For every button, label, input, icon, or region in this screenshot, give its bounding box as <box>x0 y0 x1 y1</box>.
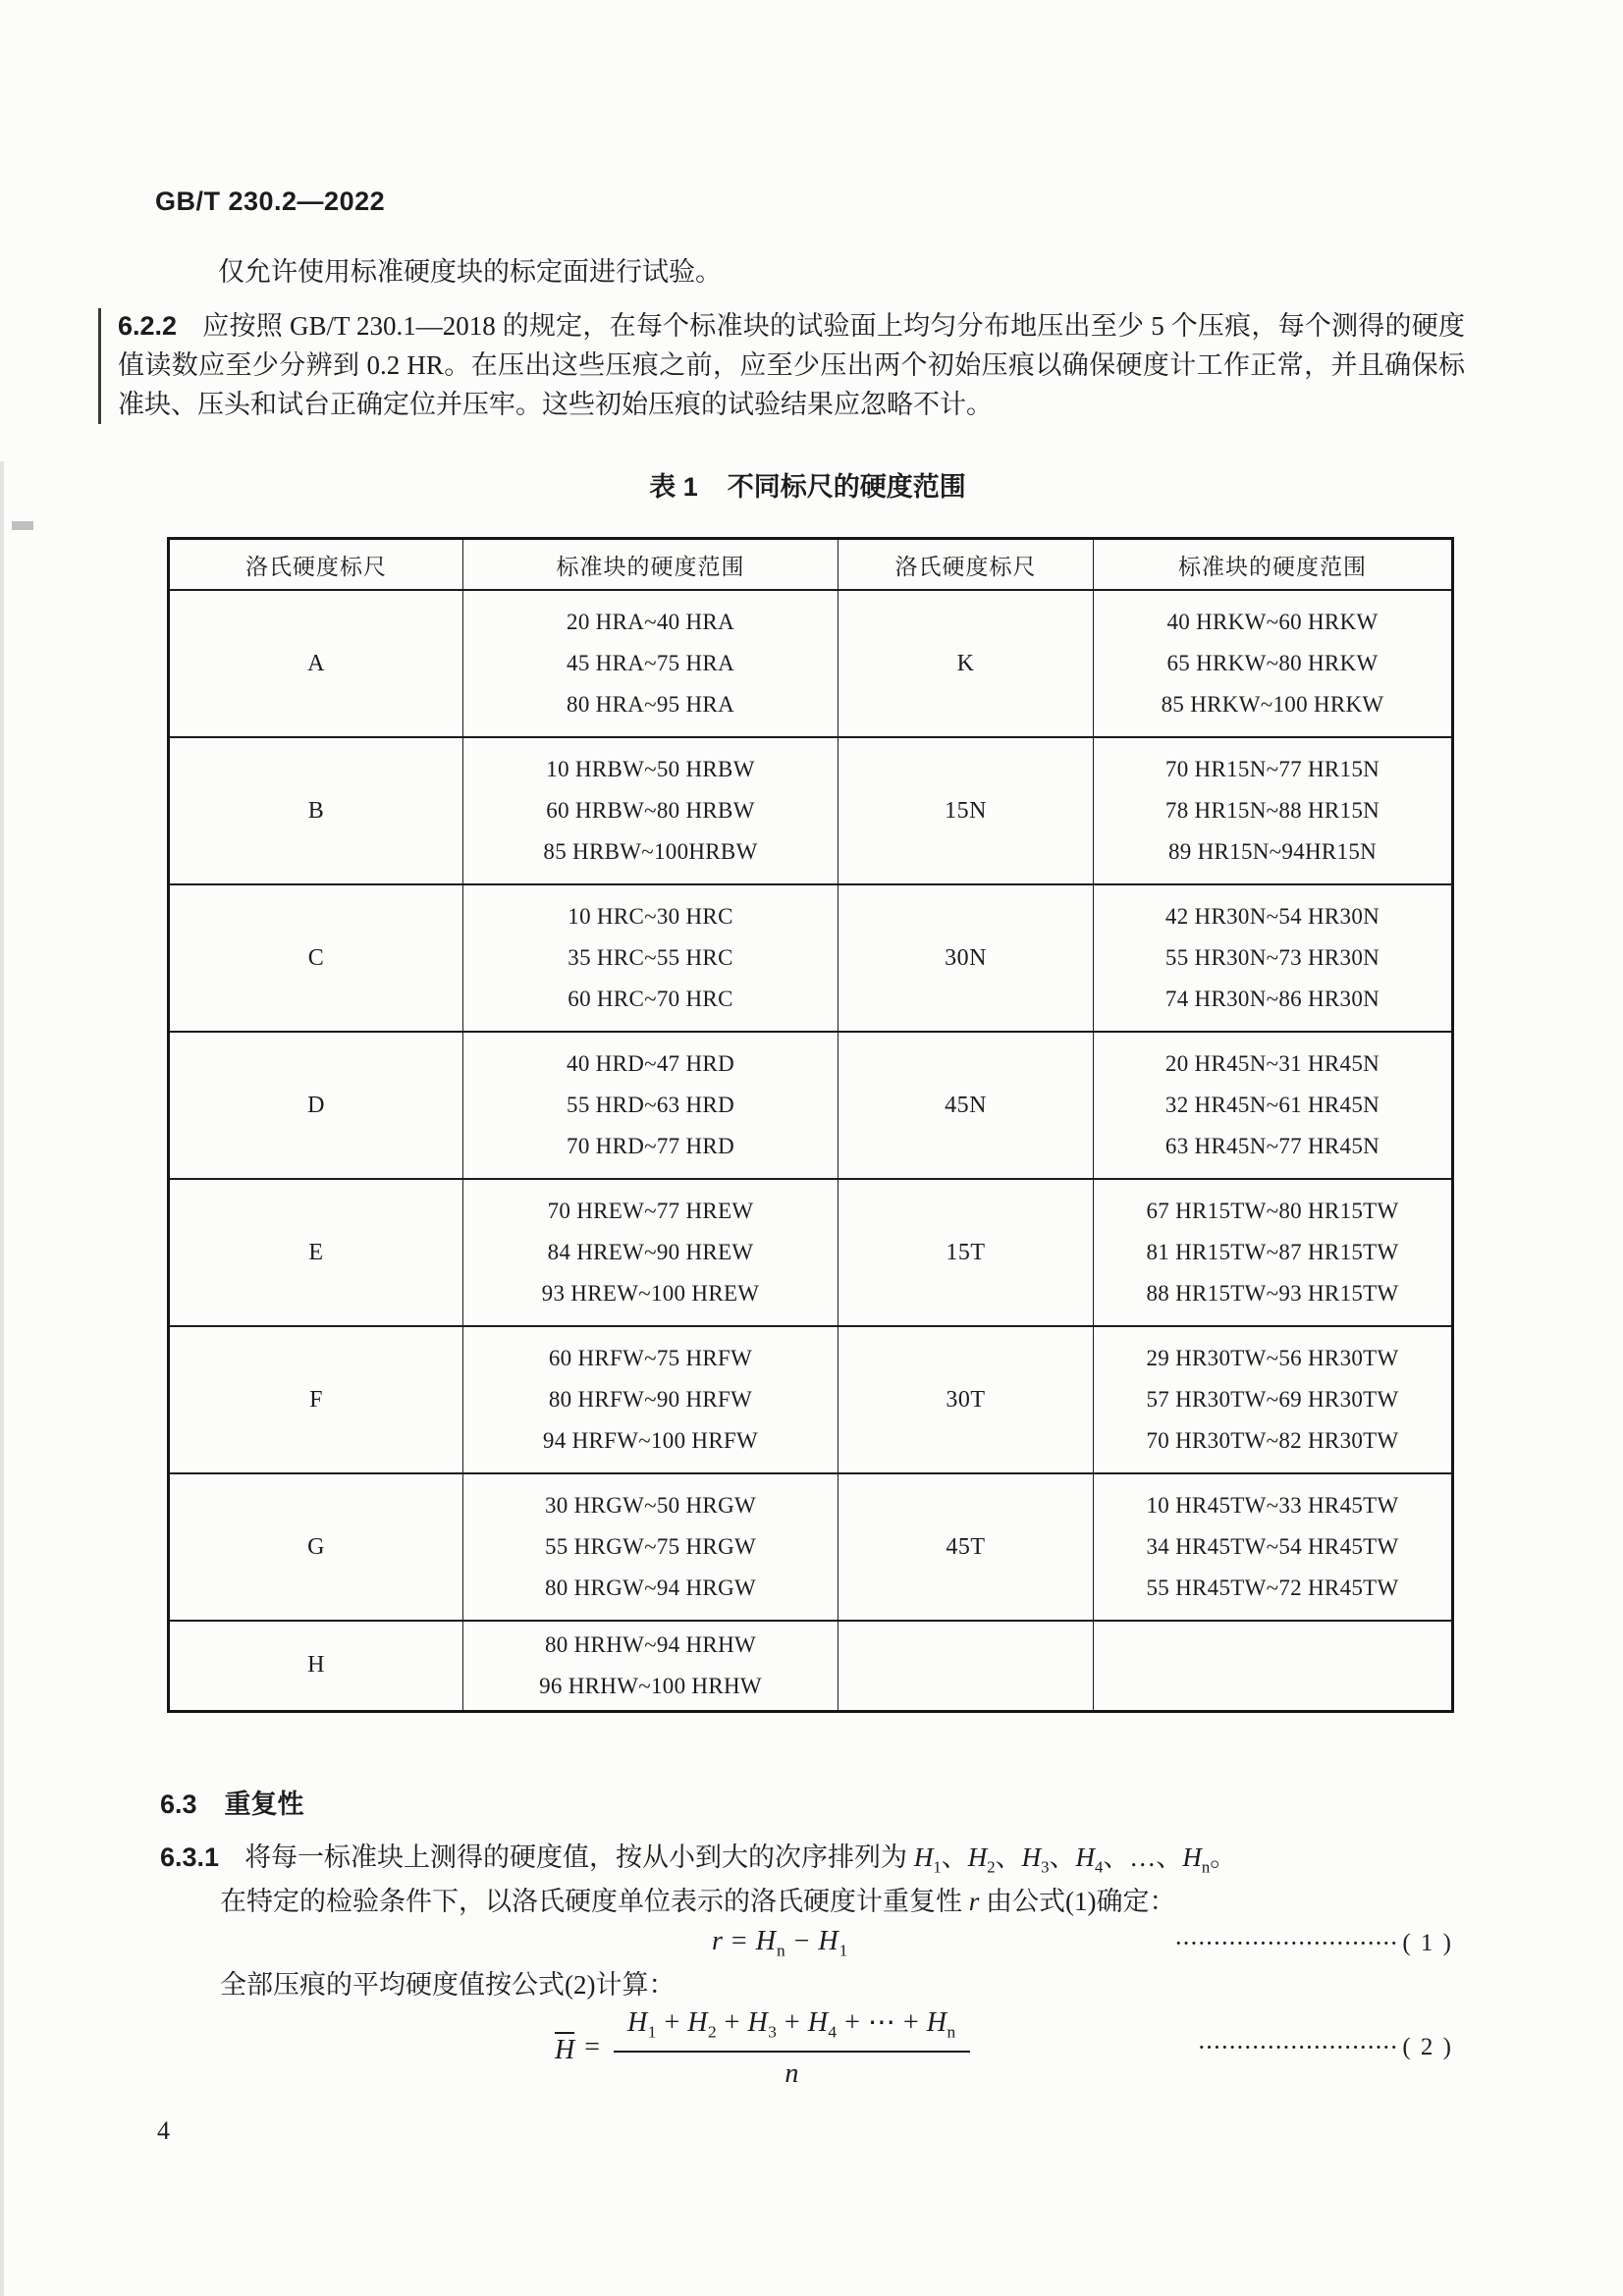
rockwell-scale-cell: D <box>169 1032 463 1179</box>
table-caption <box>162 465 1453 504</box>
rockwell-scale-cell: H <box>169 1621 463 1711</box>
hardness-range-line: 40 HRKW~60 HRKW <box>1166 610 1379 634</box>
average-hardness-text: 全部压痕的平均硬度值按公式(2)计算： <box>220 1970 676 2000</box>
column-header: 洛氏硬度标尺 <box>169 539 463 591</box>
table-row <box>169 737 1453 884</box>
rockwell-scale-cell <box>839 1621 1094 1711</box>
hardness-range-line: 57 HR30TW~69 HR30TW <box>1146 1387 1399 1412</box>
hardness-range-cell <box>1094 1179 1453 1326</box>
rockwell-scale-cell: 15N <box>839 737 1094 884</box>
hardness-range-cell <box>1094 590 1453 737</box>
formula-1-expression: $r = H_n - H_1$ <box>712 1926 849 1960</box>
hardness-range-line: 80 HRA~95 HRA <box>567 692 734 717</box>
hardness-range-line: 74 HR30N~86 HR30N <box>1164 987 1380 1011</box>
fraction-numerator: $H_1 + H_2 + H_3 + H_4$ + ⋯ + $H_n$ <box>614 2005 970 2053</box>
clause-text: 将每一标准块上测得的硬度值，按从小到大的次序排列为 $H_1$、$H_2$、$H_3$、$H_4$、…、$H_n$。 <box>244 1842 1237 1877</box>
scan-edge-artifact <box>0 461 4 2296</box>
rockwell-scale-cell: 45N <box>839 1032 1094 1179</box>
clause-text: 应按照 GB/T 230.1—2018 的规定，在每个标准块的试验面上均匀分布地压出至少 5 个压痕，每个测得的硬度值读数应至少分辨到 0.2 HR。在压出这些压痕之前，应至少压出两个初始压痕以确保硬度计工作正常，并且确保标准块、压头和试台正确定位并压牢。这些初始压痕的试验结果应忽略不计。 <box>118 311 1465 419</box>
revision-change-bar <box>98 308 101 424</box>
hardness-range-line: 96 HRHW~100 HRHW <box>539 1673 762 1698</box>
hardness-range-line: 70 HRD~77 HRD <box>567 1134 734 1158</box>
hardness-range-line: 42 HR30N~54 HR30N <box>1164 904 1380 929</box>
formula-2-expression <box>555 2005 970 2090</box>
rockwell-scale-cell: B <box>169 737 463 884</box>
hardness-range-line: 85 HRBW~100HRBW <box>543 839 758 864</box>
hardness-range-line: 20 HR45N~31 HR45N <box>1164 1051 1380 1076</box>
hardness-range-line: 40 HRD~47 HRD <box>567 1051 734 1076</box>
hardness-range-line: 55 HRGW~75 HRGW <box>545 1534 756 1559</box>
table-caption-text: 不同标尺的硬度范围 <box>727 472 966 502</box>
hardness-range-cell <box>463 590 839 737</box>
hardness-range-line: 32 HR45N~61 HR45N <box>1164 1093 1380 1117</box>
hardness-range-line: 70 HR30TW~82 HR30TW <box>1146 1428 1399 1453</box>
rockwell-scale-cell: 45T <box>839 1473 1094 1621</box>
table-caption-label: 表 1 <box>649 472 698 502</box>
rockwell-scale-cell: A <box>169 590 463 737</box>
hardness-range-line: 88 HR15TW~93 HR15TW <box>1146 1281 1399 1306</box>
hardness-range-cell <box>463 1621 839 1711</box>
rockwell-scale-cell: K <box>839 590 1094 737</box>
hardness-range-cell <box>463 1179 839 1326</box>
hardness-range-cell <box>1094 1621 1453 1711</box>
hardness-range-line: 65 HRKW~80 HRKW <box>1166 651 1379 675</box>
hardness-table-body <box>169 590 1453 1711</box>
formula-1-number: ( 1 ) <box>1402 1930 1453 1956</box>
table-row <box>169 1032 1453 1179</box>
column-header: 标准块的硬度范围 <box>1094 539 1453 591</box>
rockwell-scale-cell: F <box>169 1326 463 1473</box>
hardness-range-line: 70 HREW~77 HREW <box>547 1199 754 1223</box>
hardness-range-line: 20 HRA~40 HRA <box>567 610 734 634</box>
page-number: 4 <box>157 2116 170 2145</box>
hardness-range-line: 55 HR30N~73 HR30N <box>1164 945 1380 970</box>
rockwell-scale-cell: 30N <box>839 884 1094 1032</box>
dot-leader: ·························· <box>1198 2037 1399 2058</box>
hardness-range-line: 78 HR15N~88 HR15N <box>1164 798 1380 823</box>
hardness-range-line: 93 HREW~100 HREW <box>541 1281 760 1306</box>
hardness-range-cell <box>1094 1473 1453 1621</box>
rockwell-scale-cell: 30T <box>839 1326 1094 1473</box>
scan-dash-artifact <box>12 521 33 530</box>
hardness-range-cell <box>463 1473 839 1621</box>
section-title: 重复性 <box>224 1789 304 1819</box>
hardness-range-line: 10 HRC~30 HRC <box>568 904 733 929</box>
fraction-denominator: n <box>784 2057 799 2089</box>
rockwell-scale-cell: C <box>169 884 463 1032</box>
clause-number: 6.2.2 <box>118 311 178 341</box>
hardness-range-cell <box>463 1326 839 1473</box>
hardness-range-line: 29 HR30TW~56 HR30TW <box>1146 1346 1399 1370</box>
table-row <box>169 1621 1453 1711</box>
hardness-range-line: 34 HR45TW~54 HR45TW <box>1146 1534 1399 1559</box>
hardness-range-line: 10 HR45TW~33 HR45TW <box>1146 1493 1399 1518</box>
hardness-range-line: 60 HRFW~75 HRFW <box>548 1346 753 1370</box>
intro-sentence: 仅允许使用标准硬度块的标定面进行试验。 <box>218 257 722 287</box>
hardness-range-line: 80 HRGW~94 HRGW <box>545 1575 756 1600</box>
table-row <box>169 884 1453 1032</box>
hardness-range-line: 70 HR15N~77 HR15N <box>1164 757 1380 781</box>
section-number: 6.3 <box>160 1789 197 1819</box>
page-header-standard-number: GB/T 230.2—2022 <box>155 187 386 216</box>
mean-hardness-symbol: H <box>555 2032 574 2064</box>
hardness-range-line: 80 HRFW~90 HRFW <box>548 1387 753 1412</box>
hardness-range-cell <box>463 737 839 884</box>
hardness-range-table <box>167 537 1454 1713</box>
table-row <box>169 1326 1453 1473</box>
hardness-range-line: 94 HRFW~100 HRFW <box>542 1428 759 1453</box>
rockwell-scale-cell: 15T <box>839 1179 1094 1326</box>
hardness-range-line: 80 HRHW~94 HRHW <box>545 1631 756 1657</box>
clause-number: 6.3.1 <box>160 1842 220 1872</box>
table-header-row <box>169 539 1453 591</box>
rockwell-scale-cell: G <box>169 1473 463 1621</box>
hardness-range-cell <box>463 1032 839 1179</box>
hardness-range-line: 60 HRC~70 HRC <box>568 987 733 1011</box>
formula-2 <box>162 2001 1453 2095</box>
hardness-range-line: 10 HRBW~50 HRBW <box>546 757 755 781</box>
formula-1-leader <box>1175 1930 1453 1957</box>
repeatability-condition-text: 在特定的检验条件下，以洛氏硬度单位表示的洛氏硬度计重复性 r 由公式(1)确定： <box>220 1887 1176 1916</box>
hardness-range-cell <box>463 884 839 1032</box>
formula-1 <box>162 1922 1453 1965</box>
hardness-range-cell <box>1094 737 1453 884</box>
dot-leader: ····························· <box>1175 1933 1399 1954</box>
formula-2-number: ( 2 ) <box>1402 2034 1453 2060</box>
hardness-range-line: 81 HR15TW~87 HR15TW <box>1146 1240 1399 1264</box>
hardness-range-line: 67 HR15TW~80 HR15TW <box>1146 1199 1399 1223</box>
hardness-range-line: 85 HRKW~100 HRKW <box>1161 692 1384 717</box>
equals-sign: = <box>584 2032 601 2062</box>
clause-6-3-1 <box>160 1842 1236 1883</box>
hardness-range-line: 89 HR15N~94HR15N <box>1167 839 1378 864</box>
hardness-range-line: 55 HR45TW~72 HR45TW <box>1146 1575 1399 1600</box>
clause-6-2-2 <box>118 306 1465 424</box>
hardness-range-line: 84 HREW~90 HREW <box>547 1240 754 1264</box>
formula-2-leader <box>1199 2034 1453 2061</box>
fraction <box>614 2005 970 2090</box>
hardness-range-line: 60 HRBW~80 HRBW <box>546 798 755 823</box>
hardness-range-cell <box>1094 884 1453 1032</box>
hardness-range-line: 63 HR45N~77 HR45N <box>1164 1134 1380 1158</box>
hardness-range-line: 30 HRGW~50 HRGW <box>545 1493 756 1518</box>
column-header: 标准块的硬度范围 <box>463 539 839 591</box>
rockwell-scale-cell: E <box>169 1179 463 1326</box>
table-row <box>169 590 1453 737</box>
table-row <box>169 1473 1453 1621</box>
table-row <box>169 1179 1453 1326</box>
hardness-range-cell <box>1094 1326 1453 1473</box>
hardness-range-line: 55 HRD~63 HRD <box>567 1093 734 1117</box>
hardness-range-line: 35 HRC~55 HRC <box>568 945 733 970</box>
hardness-range-cell <box>1094 1032 1453 1179</box>
hardness-range-line: 45 HRA~75 HRA <box>567 651 734 675</box>
column-header: 洛氏硬度标尺 <box>839 539 1094 591</box>
section-heading-6-3 <box>160 1783 304 1821</box>
